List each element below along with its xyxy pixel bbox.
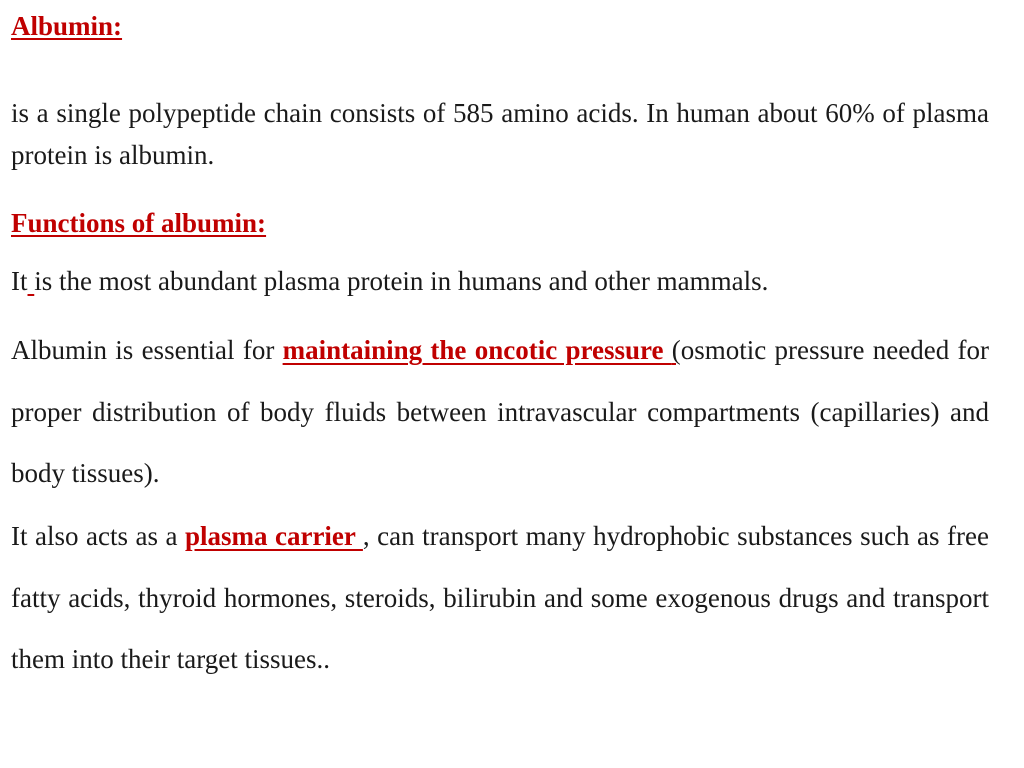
functions-heading: Functions of albumin: — [11, 208, 267, 238]
abundance-text-end: is the most abundant plasma protein in humans and other mammals. — [34, 266, 769, 296]
plasma-carrier-paragraph — [11, 506, 989, 691]
carrier-text-start: It also acts as a — [11, 521, 185, 551]
oncotic-pressure-highlight: maintaining the oncotic pressure — [282, 335, 672, 365]
open-paren: ( — [671, 335, 681, 365]
oncotic-text-end: osmotic pressure needed for proper distribution of body fluids between intravascular compartments (capillaries) and body tissues). — [11, 335, 989, 488]
abundance-text-start: It — [11, 266, 28, 296]
oncotic-pressure-paragraph — [11, 320, 989, 505]
albumin-heading: Albumin: — [11, 11, 123, 41]
carrier-text-end: , can transport many hydrophobic substances such as free fatty acids, thyroid hormones, steroids, bilirubin and some exogenous drugs and transport them into their target tissues.. — [11, 521, 990, 674]
albumin-definition-paragraph: is a single polypeptide chain consists of 585 amino acids. In human about 60% of plasma protein is albumin. — [11, 98, 989, 170]
abundance-paragraph — [11, 263, 989, 299]
plasma-carrier-highlight: plasma carrier — [184, 521, 363, 551]
oncotic-text-start: Albumin is essential for — [11, 335, 283, 365]
